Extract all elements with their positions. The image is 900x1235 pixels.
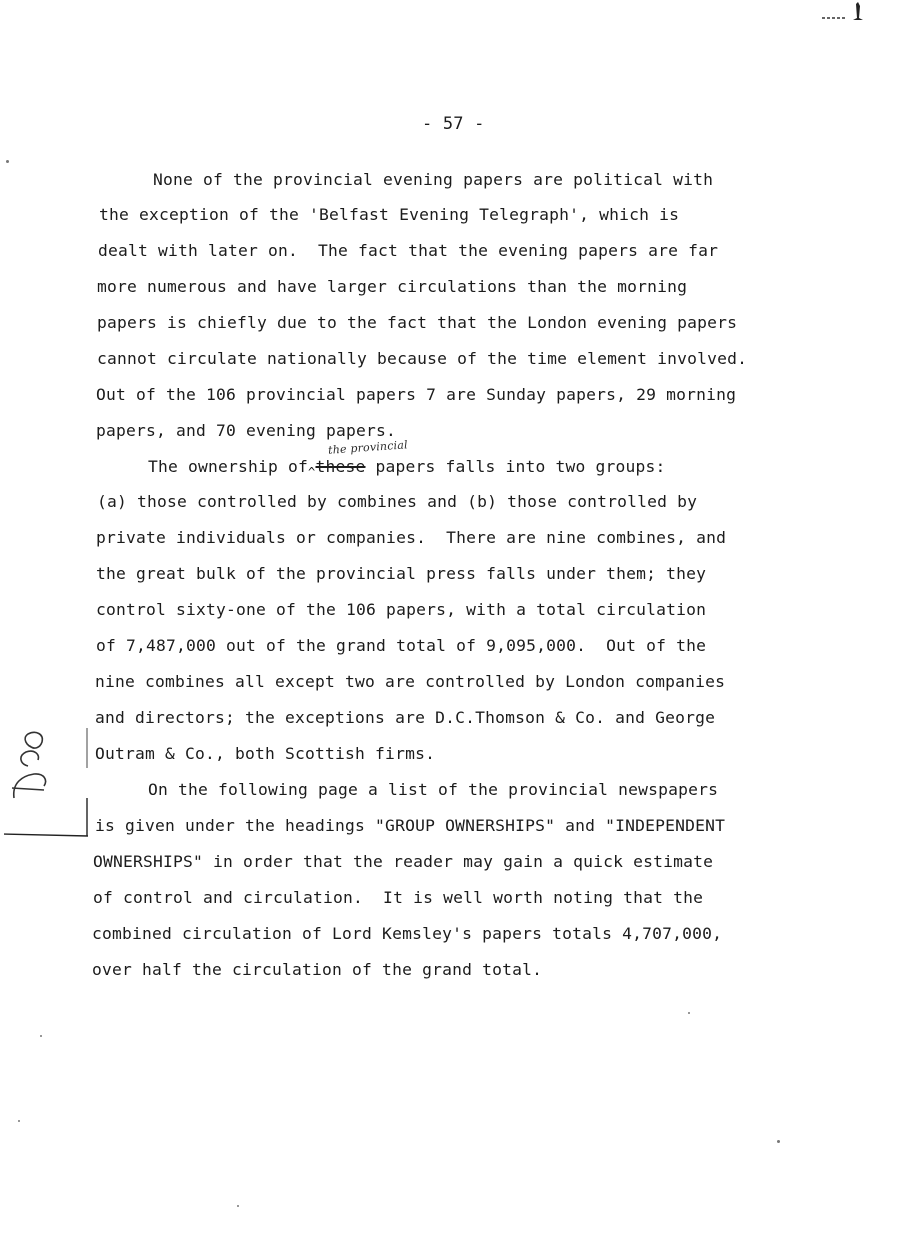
text-line: Out of the 106 provincial papers 7 are Sunday papers, 29 morning (96, 385, 737, 404)
text-line: On the following page a list of the provincial newspapers (148, 780, 719, 799)
text-line: nine combines all except two are controlled by London companies (95, 672, 726, 691)
text-line: papers, and 70 evening papers. (96, 421, 397, 440)
text-line: and directors; the exceptions are D.C.Thomson & Co. and George (95, 708, 716, 727)
text-line: private individuals or companies. There are nine combines, and (96, 528, 727, 547)
text-line: papers is chiefly due to the fact that the London evening papers (97, 313, 738, 332)
text-line: OWNERSHIPS" in order that the reader may gain a quick estimate (93, 852, 714, 871)
text-line: control sixty-one of the 106 papers, with a total circulation (96, 600, 707, 619)
first-line-after: papers falls into two groups: (365, 457, 666, 476)
text-line: the great bulk of the provincial press falls under them; they (96, 564, 707, 583)
text-line: of control and circulation. It is well worth noting that the (93, 888, 704, 907)
text-line-with-edit (148, 457, 666, 479)
handwritten-insertion: the provincial (327, 438, 409, 457)
page-number: - 57 - (422, 114, 485, 134)
corner-mark (818, 0, 868, 26)
text-line: combined circulation of Lord Kemsley's papers totals 4,707,000, (92, 924, 723, 943)
text-line: is given under the headings "GROUP OWNERSHIPS" and "INDEPENDENT (95, 816, 726, 835)
text-line: of 7,487,000 out of the grand total of 9,095,000. Out of the (96, 636, 707, 655)
first-line-struck: these (315, 457, 366, 476)
text-line: Outram & Co., both Scottish firms. (95, 744, 436, 763)
text-line: cannot circulate nationally because of the time element involved. (97, 349, 748, 368)
text-line: dealt with later on. The fact that the evening papers are far (98, 241, 719, 260)
text-line: (a) those controlled by combines and (b) those controlled by (97, 492, 698, 511)
first-line-caret: ^ (308, 465, 316, 479)
margin-annotation (4, 728, 96, 848)
text-line: more numerous and have larger circulations than the morning (97, 277, 688, 296)
first-line-before: The ownership of (148, 457, 309, 476)
text-line: the exception of the 'Belfast Evening Telegraph', which is (99, 205, 680, 224)
text-line: over half the circulation of the grand total. (92, 960, 543, 979)
text-line: None of the provincial evening papers are political with (153, 170, 714, 189)
